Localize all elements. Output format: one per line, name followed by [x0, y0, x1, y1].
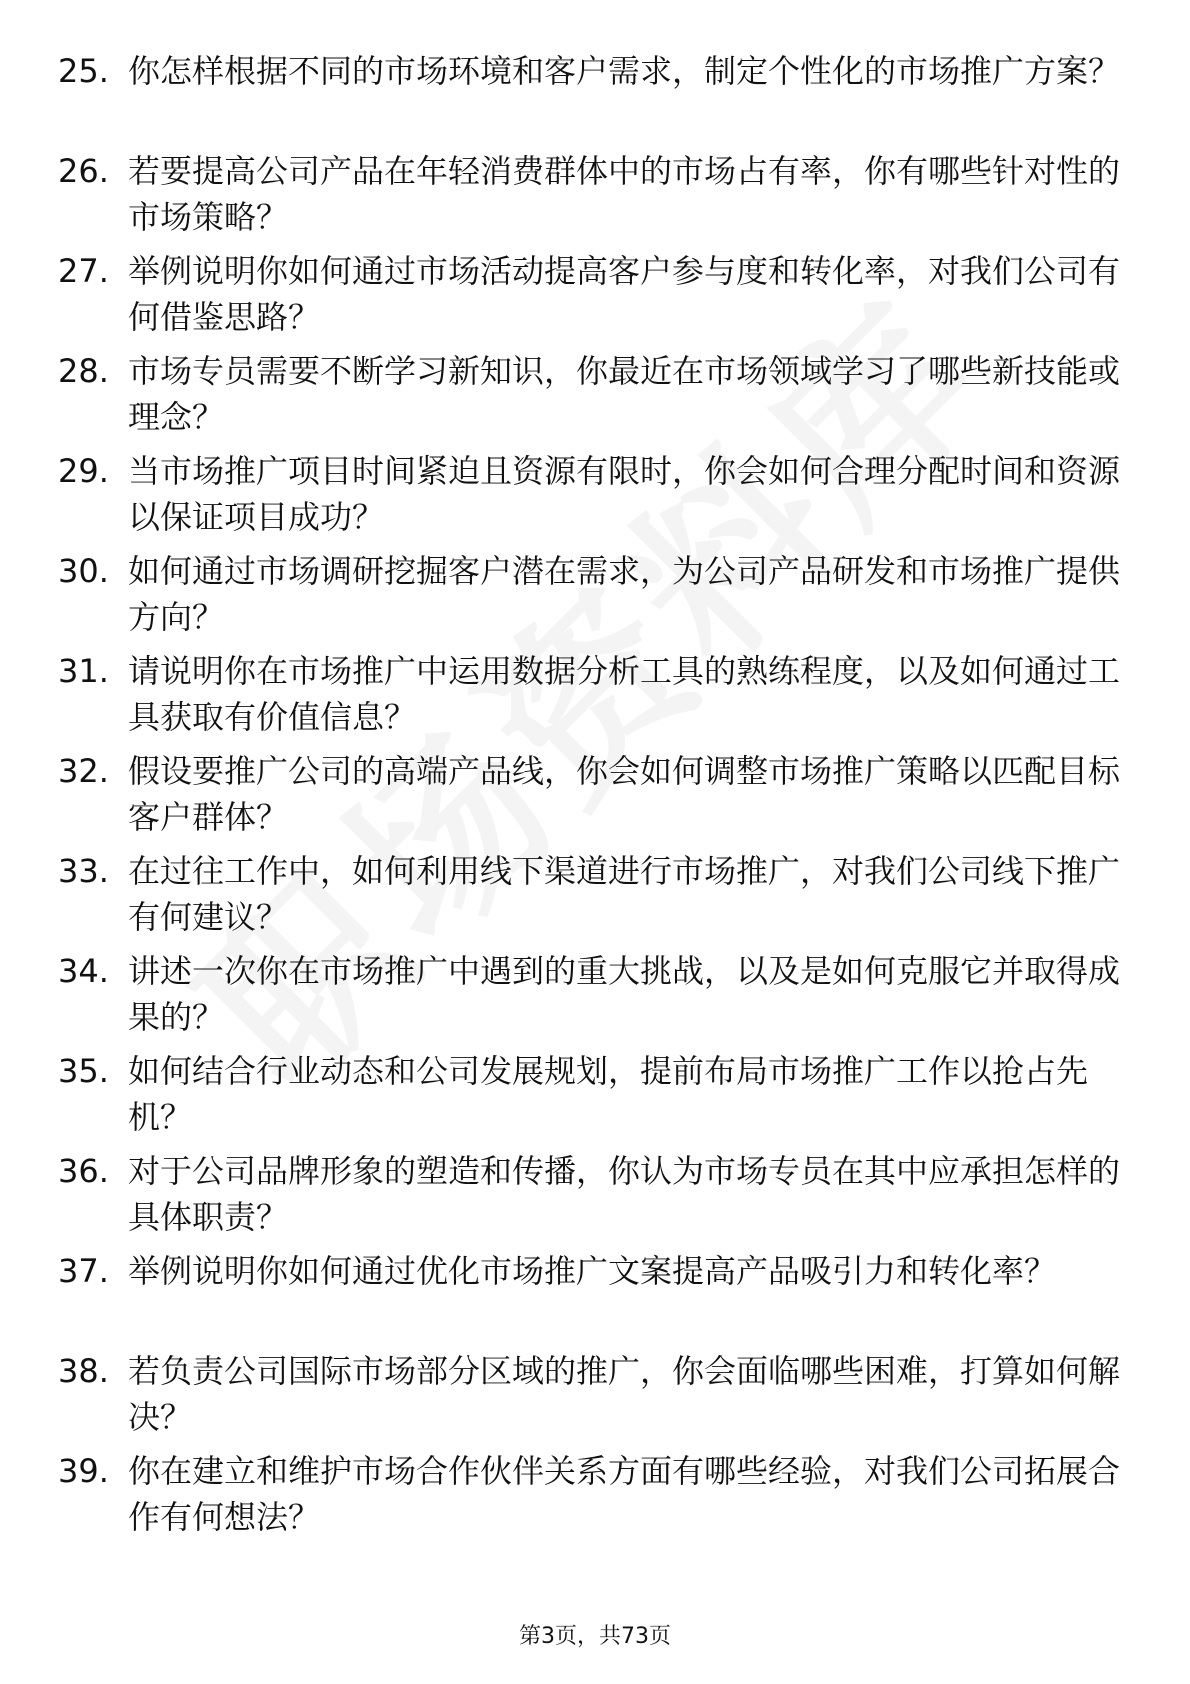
question-number: 27.: [58, 252, 109, 290]
question-text: 假设要推广公司的高端产品线，你会如何调整市场推广策略以匹配目标客户群体？: [128, 752, 1121, 836]
question-text: 讲述一次你在市场推广中遇到的重大挑战，以及是如何克服它并取得成果的？: [128, 952, 1121, 1036]
question-text: 若要提高公司产品在年轻消费群体中的市场占有率，你有哪些针对性的市场策略？: [128, 152, 1121, 236]
question-text: 举例说明你如何通过优化市场推广文案提高产品吸引力和转化率？: [128, 1252, 1057, 1290]
question-text: 市场专员需要不断学习新知识，你最近在市场领域学习了哪些新技能或理念？: [128, 352, 1121, 436]
question-item: [0, 148, 1190, 248]
question-list: [0, 48, 1190, 1548]
question-text: 举例说明你如何通过市场活动提高客户参与度和转化率，对我们公司有何借鉴思路？: [128, 252, 1121, 336]
question-text: 请说明你在市场推广中运用数据分析工具的熟练程度，以及如何通过工具获取有价值信息？: [128, 652, 1121, 736]
question-item: [0, 448, 1190, 548]
page-number: 第3页，共73页: [519, 1624, 671, 1649]
question-text: 在过往工作中，如何利用线下渠道进行市场推广，对我们公司线下推广有何建议？: [128, 852, 1121, 936]
question-number: 28.: [58, 352, 109, 390]
question-item: [0, 348, 1190, 448]
question-text: 当市场推广项目时间紧迫且资源有限时，你会如何合理分配时间和资源以保证项目成功？: [128, 452, 1121, 536]
question-number: 32.: [58, 752, 109, 790]
question-item: [0, 1448, 1190, 1548]
question-number: 30.: [58, 552, 109, 590]
question-item: [0, 848, 1190, 948]
question-item: [0, 48, 1190, 148]
question-item: [0, 248, 1190, 348]
question-number: 34.: [58, 952, 109, 990]
question-item: [0, 648, 1190, 748]
question-number: 36.: [58, 1152, 109, 1190]
question-text: 若负责公司国际市场部分区域的推广，你会面临哪些困难，打算如何解决？: [128, 1352, 1121, 1436]
question-text: 如何结合行业动态和公司发展规划，提前布局市场推广工作以抢占先机？: [128, 1052, 1089, 1136]
question-item: [0, 1148, 1190, 1248]
question-text: 你在建立和维护市场合作伙伴关系方面有哪些经验，对我们公司拓展合作有何想法？: [128, 1452, 1121, 1536]
question-number: 38.: [58, 1352, 109, 1390]
question-number: 35.: [58, 1052, 109, 1090]
question-item: [0, 548, 1190, 648]
question-text: 对于公司品牌形象的塑造和传播，你认为市场专员在其中应承担怎样的具体职责？: [128, 1152, 1121, 1236]
question-text: 你怎样根据不同的市场环境和客户需求，制定个性化的市场推广方案？: [128, 52, 1121, 90]
question-number: 39.: [58, 1452, 109, 1490]
question-number: 26.: [58, 152, 109, 190]
question-item: [0, 948, 1190, 1048]
question-number: 29.: [58, 452, 109, 490]
question-item: [0, 1048, 1190, 1148]
question-number: 25.: [58, 52, 109, 90]
question-item: [0, 1248, 1190, 1348]
question-number: 37.: [58, 1252, 109, 1290]
question-item: [0, 748, 1190, 848]
question-item: [0, 1348, 1190, 1448]
question-number: 33.: [58, 852, 109, 890]
question-text: 如何通过市场调研挖掘客户潜在需求，为公司产品研发和市场推广提供方向？: [128, 552, 1121, 636]
question-number: 31.: [58, 652, 109, 690]
